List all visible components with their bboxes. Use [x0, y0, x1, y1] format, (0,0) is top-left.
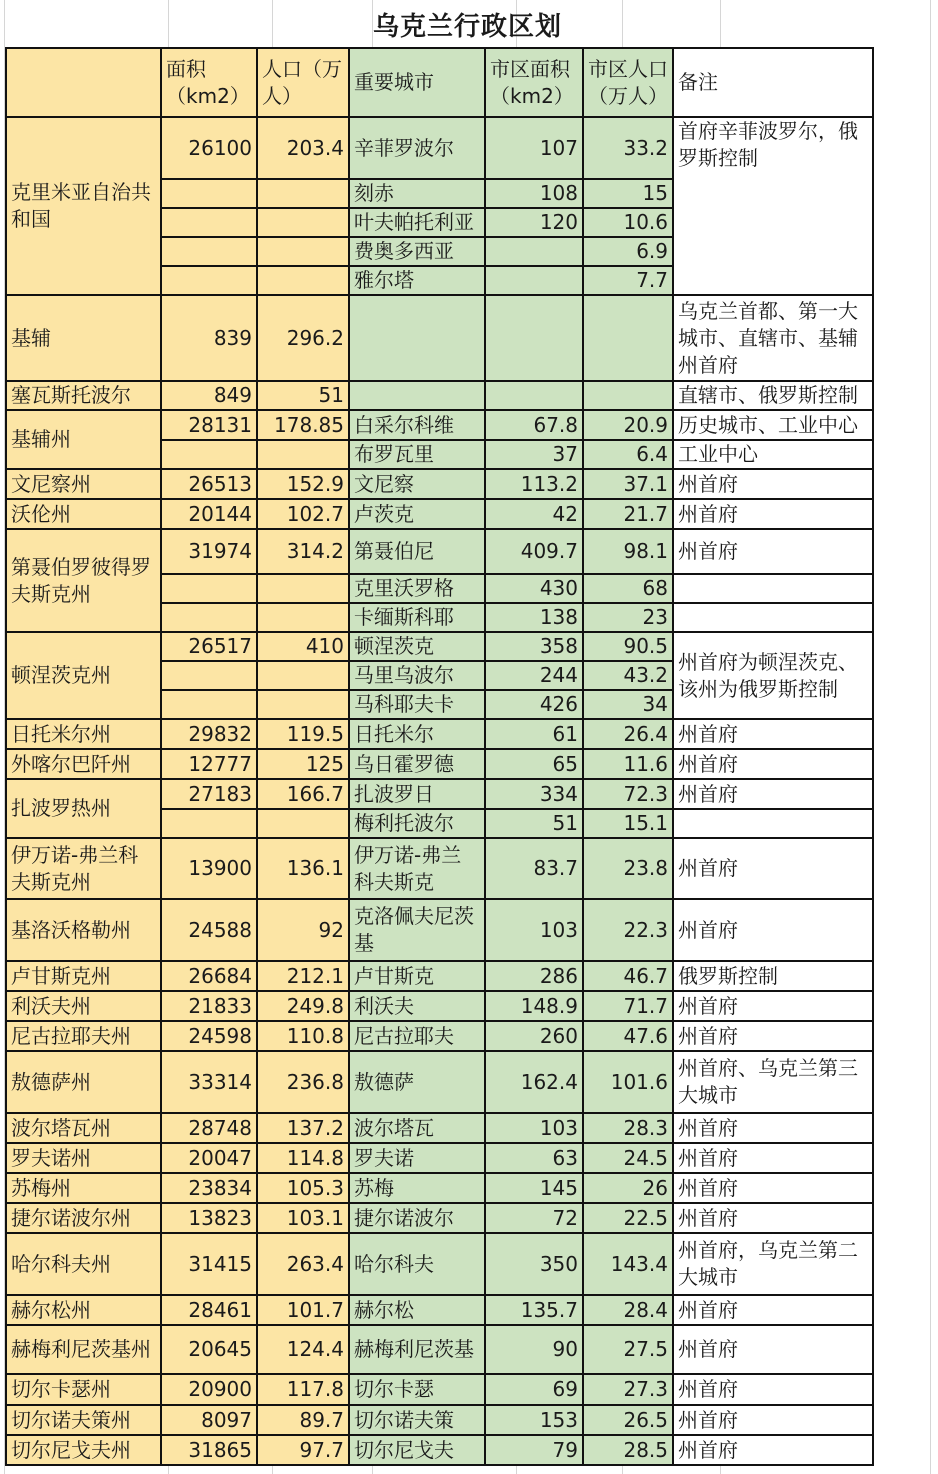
city-population-cell[interactable]: 43.2 [583, 661, 673, 690]
region-population-cell[interactable]: 236.8 [257, 1051, 349, 1113]
city-name-cell[interactable] [349, 295, 485, 381]
region-area-cell[interactable]: 33314 [161, 1051, 257, 1113]
region-area-cell[interactable] [161, 574, 257, 603]
city-area-cell[interactable]: 83.7 [485, 838, 583, 899]
header-region[interactable] [6, 48, 161, 117]
city-population-cell[interactable]: 98.1 [583, 529, 673, 574]
note-cell[interactable]: 州首府 [673, 991, 873, 1021]
region-population-cell[interactable]: 124.4 [257, 1325, 349, 1374]
region-area-cell[interactable]: 12777 [161, 749, 257, 779]
header-population[interactable]: 人口（万人） [257, 48, 349, 117]
region-population-cell[interactable]: 125 [257, 749, 349, 779]
note-cell[interactable]: 州首府 [673, 1374, 873, 1405]
region-name-cell[interactable]: 卢甘斯克州 [6, 961, 161, 991]
city-name-cell[interactable]: 克洛佩夫尼茨基 [349, 899, 485, 961]
city-population-cell[interactable]: 68 [583, 574, 673, 603]
city-population-cell[interactable]: 21.7 [583, 499, 673, 529]
city-area-cell[interactable] [485, 237, 583, 266]
city-area-cell[interactable] [485, 381, 583, 410]
grid-line [930, 0, 931, 1474]
table-row [6, 499, 873, 529]
city-area-cell[interactable]: 430 [485, 574, 583, 603]
region-population-cell[interactable]: 314.2 [257, 529, 349, 574]
city-population-cell[interactable]: 10.6 [583, 208, 673, 237]
city-name-cell[interactable]: 刻赤 [349, 179, 485, 208]
region-name-cell[interactable]: 波尔塔瓦州 [6, 1113, 161, 1143]
city-population-cell[interactable]: 23.8 [583, 838, 673, 899]
note-cell[interactable]: 州首府 [673, 1325, 873, 1374]
region-name-cell[interactable]: 赫梅利尼茨基州 [6, 1325, 161, 1374]
region-name-cell[interactable]: 外喀尔巴阡州 [6, 749, 161, 779]
city-population-cell[interactable]: 143.4 [583, 1233, 673, 1295]
region-name-cell[interactable]: 文尼察州 [6, 469, 161, 499]
note-cell[interactable]: 州首府 [673, 779, 873, 809]
region-area-cell[interactable]: 28461 [161, 1295, 257, 1325]
table-row [6, 1203, 873, 1233]
city-name-cell[interactable]: 尼古拉耶夫 [349, 1021, 485, 1051]
region-area-cell[interactable]: 20047 [161, 1143, 257, 1173]
city-name-cell[interactable]: 捷尔诺波尔 [349, 1203, 485, 1233]
header-city-area[interactable]: 市区面积（km2） [485, 48, 583, 117]
city-area-cell[interactable]: 108 [485, 179, 583, 208]
region-name-cell[interactable]: 日托米尔州 [6, 719, 161, 749]
city-population-cell[interactable]: 46.7 [583, 961, 673, 991]
region-population-cell[interactable]: 119.5 [257, 719, 349, 749]
region-area-cell[interactable]: 24588 [161, 899, 257, 961]
city-area-cell[interactable]: 334 [485, 779, 583, 809]
note-cell[interactable]: 州首府 [673, 1203, 873, 1233]
city-population-cell[interactable]: 7.7 [583, 266, 673, 295]
region-area-cell[interactable]: 24598 [161, 1021, 257, 1051]
city-area-cell[interactable]: 135.7 [485, 1295, 583, 1325]
city-name-cell[interactable]: 第聂伯尼 [349, 529, 485, 574]
city-population-cell[interactable]: 26 [583, 1173, 673, 1203]
region-population-cell[interactable]: 102.7 [257, 499, 349, 529]
region-area-cell[interactable]: 13823 [161, 1203, 257, 1233]
city-name-cell[interactable]: 卡缅斯科耶 [349, 603, 485, 632]
region-name-cell[interactable]: 伊万诺-弗兰科夫斯克州 [6, 838, 161, 899]
region-area-cell[interactable]: 28131 [161, 410, 257, 440]
note-cell[interactable]: 州首府 [673, 1113, 873, 1143]
note-cell[interactable]: 州首府、乌克兰第三大城市 [673, 1051, 873, 1113]
city-population-cell[interactable]: 26.5 [583, 1405, 673, 1435]
region-population-cell[interactable] [257, 603, 349, 632]
table-row [6, 719, 873, 749]
city-name-cell[interactable]: 伊万诺-弗兰科夫斯克 [349, 838, 485, 899]
region-area-cell[interactable]: 31974 [161, 529, 257, 574]
city-population-cell[interactable]: 6.4 [583, 440, 673, 469]
table-row [6, 295, 873, 381]
city-area-cell[interactable]: 260 [485, 1021, 583, 1051]
region-name-cell[interactable]: 第聂伯罗彼得罗夫斯克州 [6, 529, 161, 632]
region-name-cell[interactable]: 利沃夫州 [6, 991, 161, 1021]
region-area-cell[interactable]: 13900 [161, 838, 257, 899]
note-cell[interactable]: 州首府 [673, 899, 873, 961]
city-name-cell[interactable]: 切尔卡瑟 [349, 1374, 485, 1405]
table-row [6, 991, 873, 1021]
city-area-cell[interactable]: 148.9 [485, 991, 583, 1021]
region-population-cell[interactable] [257, 574, 349, 603]
city-population-cell[interactable]: 15.1 [583, 809, 673, 838]
table-row [6, 1051, 873, 1113]
note-cell[interactable]: 州首府 [673, 1295, 873, 1325]
city-area-cell[interactable] [485, 266, 583, 295]
table-row [6, 899, 873, 961]
region-population-cell[interactable]: 137.2 [257, 1113, 349, 1143]
note-cell[interactable]: 州首府 [673, 529, 873, 574]
region-population-cell[interactable] [257, 440, 349, 469]
city-name-cell[interactable]: 卢茨克 [349, 499, 485, 529]
region-area-cell[interactable] [161, 690, 257, 719]
region-name-cell[interactable]: 基辅州 [6, 410, 161, 469]
region-name-cell[interactable]: 基辅 [6, 295, 161, 381]
table-row [6, 381, 873, 410]
region-population-cell[interactable] [257, 208, 349, 237]
table-row [6, 838, 873, 899]
header-city[interactable]: 重要城市 [349, 48, 485, 117]
city-population-cell[interactable]: 37.1 [583, 469, 673, 499]
city-name-cell[interactable]: 文尼察 [349, 469, 485, 499]
note-cell[interactable]: 乌克兰首都、第一大城市、直辖市、基辅州首府 [673, 295, 873, 381]
table-row [6, 529, 873, 574]
city-population-cell[interactable]: 28.4 [583, 1295, 673, 1325]
region-population-cell[interactable]: 105.3 [257, 1173, 349, 1203]
table-row [6, 1295, 873, 1325]
region-population-cell[interactable] [257, 809, 349, 838]
region-name-cell[interactable]: 顿涅茨克州 [6, 632, 161, 719]
city-population-cell[interactable]: 47.6 [583, 1021, 673, 1051]
region-area-cell[interactable]: 26517 [161, 632, 257, 661]
table-row [6, 1173, 873, 1203]
city-name-cell[interactable]: 罗夫诺 [349, 1143, 485, 1173]
note-cell[interactable] [673, 603, 873, 632]
city-name-cell[interactable]: 切尔尼戈夫 [349, 1435, 485, 1465]
city-population-cell[interactable]: 33.2 [583, 117, 673, 179]
table-row [6, 1233, 873, 1295]
region-area-cell[interactable] [161, 603, 257, 632]
region-area-cell[interactable]: 26100 [161, 117, 257, 179]
city-population-cell[interactable] [583, 381, 673, 410]
city-name-cell[interactable]: 利沃夫 [349, 991, 485, 1021]
city-area-cell[interactable] [485, 295, 583, 381]
city-name-cell[interactable]: 波尔塔瓦 [349, 1113, 485, 1143]
region-area-cell[interactable]: 21833 [161, 991, 257, 1021]
region-population-cell[interactable]: 97.7 [257, 1435, 349, 1465]
region-name-cell[interactable]: 切尔尼戈夫州 [6, 1435, 161, 1465]
note-cell[interactable]: 直辖市、俄罗斯控制 [673, 381, 873, 410]
region-name-cell[interactable]: 捷尔诺波尔州 [6, 1203, 161, 1233]
region-area-cell[interactable] [161, 661, 257, 690]
city-name-cell[interactable]: 布罗瓦里 [349, 440, 485, 469]
city-name-cell[interactable]: 马里乌波尔 [349, 661, 485, 690]
region-population-cell[interactable]: 101.7 [257, 1295, 349, 1325]
region-area-cell[interactable]: 31415 [161, 1233, 257, 1295]
note-cell[interactable]: 州首府 [673, 749, 873, 779]
city-name-cell[interactable]: 卢甘斯克 [349, 961, 485, 991]
city-population-cell[interactable]: 90.5 [583, 632, 673, 661]
city-area-cell[interactable]: 350 [485, 1233, 583, 1295]
note-cell[interactable] [673, 809, 873, 838]
note-cell[interactable]: 州首府 [673, 838, 873, 899]
city-population-cell[interactable]: 27.3 [583, 1374, 673, 1405]
header-row [6, 48, 873, 117]
city-area-cell[interactable]: 69 [485, 1374, 583, 1405]
region-population-cell[interactable] [257, 179, 349, 208]
sheet-title: 乌克兰行政区划 [372, 11, 562, 42]
region-name-cell[interactable]: 苏梅州 [6, 1173, 161, 1203]
region-population-cell[interactable] [257, 661, 349, 690]
city-area-cell[interactable]: 409.7 [485, 529, 583, 574]
table-row [6, 117, 873, 179]
region-area-cell[interactable] [161, 266, 257, 295]
city-area-cell[interactable]: 103 [485, 1113, 583, 1143]
table-row [6, 1374, 873, 1405]
city-area-cell[interactable]: 153 [485, 1405, 583, 1435]
region-name-cell[interactable]: 罗夫诺州 [6, 1143, 161, 1173]
note-cell[interactable]: 州首府 [673, 1173, 873, 1203]
table-row [6, 1021, 873, 1051]
city-area-cell[interactable]: 138 [485, 603, 583, 632]
region-population-cell[interactable]: 203.4 [257, 117, 349, 179]
city-population-cell[interactable]: 15 [583, 179, 673, 208]
city-area-cell[interactable]: 244 [485, 661, 583, 690]
table-row [6, 749, 873, 779]
city-population-cell[interactable] [583, 295, 673, 381]
city-name-cell[interactable]: 克里沃罗格 [349, 574, 485, 603]
region-area-cell[interactable]: 28748 [161, 1113, 257, 1143]
region-area-cell[interactable]: 26684 [161, 961, 257, 991]
city-population-cell[interactable]: 28.3 [583, 1113, 673, 1143]
region-area-cell[interactable]: 27183 [161, 779, 257, 809]
city-name-cell[interactable]: 马科耶夫卡 [349, 690, 485, 719]
region-population-cell[interactable]: 212.1 [257, 961, 349, 991]
city-area-cell[interactable]: 286 [485, 961, 583, 991]
city-area-cell[interactable]: 113.2 [485, 469, 583, 499]
city-name-cell[interactable]: 切尔诺夫策 [349, 1405, 485, 1435]
city-name-cell[interactable]: 敖德萨 [349, 1051, 485, 1113]
region-name-cell[interactable]: 基洛沃格勒州 [6, 899, 161, 961]
region-population-cell[interactable]: 296.2 [257, 295, 349, 381]
region-name-cell[interactable]: 哈尔科夫州 [6, 1233, 161, 1295]
table-row [6, 632, 873, 661]
region-population-cell[interactable]: 110.8 [257, 1021, 349, 1051]
region-name-cell[interactable]: 尼古拉耶夫州 [6, 1021, 161, 1051]
city-name-cell[interactable]: 白采尔科维 [349, 410, 485, 440]
city-area-cell[interactable]: 79 [485, 1435, 583, 1465]
region-area-cell[interactable]: 23834 [161, 1173, 257, 1203]
city-population-cell[interactable]: 101.6 [583, 1051, 673, 1113]
city-name-cell[interactable]: 赫尔松 [349, 1295, 485, 1325]
city-name-cell[interactable]: 辛菲罗波尔 [349, 117, 485, 179]
region-area-cell[interactable] [161, 809, 257, 838]
city-population-cell[interactable]: 23 [583, 603, 673, 632]
table-row [6, 779, 873, 809]
city-name-cell[interactable]: 哈尔科夫 [349, 1233, 485, 1295]
table-row [6, 1325, 873, 1374]
note-cell[interactable] [673, 574, 873, 603]
note-cell[interactable]: 州首府为顿涅茨克、该州为俄罗斯控制 [673, 632, 873, 719]
city-population-cell[interactable]: 22.5 [583, 1203, 673, 1233]
city-area-cell[interactable]: 90 [485, 1325, 583, 1374]
city-area-cell[interactable]: 67.8 [485, 410, 583, 440]
region-population-cell[interactable]: 263.4 [257, 1233, 349, 1295]
region-population-cell[interactable]: 114.8 [257, 1143, 349, 1173]
region-population-cell[interactable]: 136.1 [257, 838, 349, 899]
city-population-cell[interactable]: 72.3 [583, 779, 673, 809]
region-area-cell[interactable]: 849 [161, 381, 257, 410]
city-area-cell[interactable]: 120 [485, 208, 583, 237]
city-name-cell[interactable]: 赫梅利尼茨基 [349, 1325, 485, 1374]
city-population-cell[interactable]: 20.9 [583, 410, 673, 440]
city-name-cell[interactable]: 雅尔塔 [349, 266, 485, 295]
city-area-cell[interactable]: 63 [485, 1143, 583, 1173]
note-cell[interactable]: 历史城市、工业中心 [673, 410, 873, 440]
region-name-cell[interactable]: 敖德萨州 [6, 1051, 161, 1113]
note-cell[interactable]: 工业中心 [673, 440, 873, 469]
note-cell[interactable]: 俄罗斯控制 [673, 961, 873, 991]
region-population-cell[interactable]: 51 [257, 381, 349, 410]
table-row [6, 469, 873, 499]
region-population-cell[interactable] [257, 690, 349, 719]
region-population-cell[interactable]: 92 [257, 899, 349, 961]
region-area-cell[interactable]: 26513 [161, 469, 257, 499]
city-population-cell[interactable]: 34 [583, 690, 673, 719]
region-name-cell[interactable]: 切尔卡瑟州 [6, 1374, 161, 1405]
city-area-cell[interactable]: 103 [485, 899, 583, 961]
note-cell[interactable]: 州首府 [673, 1435, 873, 1465]
city-population-cell[interactable]: 28.5 [583, 1435, 673, 1465]
region-population-cell[interactable]: 166.7 [257, 779, 349, 809]
city-population-cell[interactable]: 26.4 [583, 719, 673, 749]
note-cell[interactable]: 州首府 [673, 1405, 873, 1435]
city-area-cell[interactable]: 358 [485, 632, 583, 661]
region-population-cell[interactable] [257, 237, 349, 266]
region-name-cell[interactable]: 扎波罗热州 [6, 779, 161, 838]
header-city-population[interactable]: 市区人口（万人） [583, 48, 673, 117]
region-population-cell[interactable]: 410 [257, 632, 349, 661]
city-name-cell[interactable]: 顿涅茨克 [349, 632, 485, 661]
region-area-cell[interactable]: 8097 [161, 1405, 257, 1435]
city-area-cell[interactable]: 42 [485, 499, 583, 529]
region-name-cell[interactable]: 沃伦州 [6, 499, 161, 529]
region-population-cell[interactable]: 117.8 [257, 1374, 349, 1405]
city-population-cell[interactable]: 27.5 [583, 1325, 673, 1374]
note-cell[interactable]: 州首府 [673, 1143, 873, 1173]
city-name-cell[interactable]: 叶夫帕托利亚 [349, 208, 485, 237]
city-area-cell[interactable]: 51 [485, 809, 583, 838]
region-name-cell[interactable]: 切尔诺夫策州 [6, 1405, 161, 1435]
region-area-cell[interactable] [161, 208, 257, 237]
region-population-cell[interactable]: 178.85 [257, 410, 349, 440]
note-cell[interactable]: 州首府 [673, 499, 873, 529]
note-cell[interactable]: 首府辛菲波罗尔，俄罗斯控制 [673, 117, 873, 295]
region-population-cell[interactable]: 103.1 [257, 1203, 349, 1233]
city-name-cell[interactable]: 扎波罗日 [349, 779, 485, 809]
table-row [6, 961, 873, 991]
region-area-cell[interactable] [161, 179, 257, 208]
table-row [6, 1405, 873, 1435]
city-name-cell[interactable]: 费奥多西亚 [349, 237, 485, 266]
region-area-cell[interactable]: 20645 [161, 1325, 257, 1374]
header-note[interactable]: 备注 [673, 48, 873, 117]
region-population-cell[interactable]: 249.8 [257, 991, 349, 1021]
division-table [5, 47, 874, 1466]
city-area-cell[interactable]: 145 [485, 1173, 583, 1203]
city-area-cell[interactable]: 162.4 [485, 1051, 583, 1113]
note-cell[interactable]: 州首府 [673, 1021, 873, 1051]
region-area-cell[interactable]: 29832 [161, 719, 257, 749]
note-cell[interactable]: 州首府 [673, 719, 873, 749]
region-area-cell[interactable]: 20144 [161, 499, 257, 529]
table-row [6, 1435, 873, 1465]
table-row [6, 410, 873, 440]
region-population-cell[interactable]: 152.9 [257, 469, 349, 499]
table-row [6, 1143, 873, 1173]
note-cell[interactable]: 州首府，乌克兰第二大城市 [673, 1233, 873, 1295]
city-area-cell[interactable]: 426 [485, 690, 583, 719]
region-area-cell[interactable] [161, 237, 257, 266]
region-name-cell[interactable]: 克里米亚自治共和国 [6, 117, 161, 295]
region-population-cell[interactable] [257, 266, 349, 295]
region-area-cell[interactable]: 31865 [161, 1435, 257, 1465]
header-area[interactable]: 面积（km2） [161, 48, 257, 117]
region-area-cell[interactable]: 839 [161, 295, 257, 381]
city-name-cell[interactable]: 乌日霍罗德 [349, 749, 485, 779]
region-population-cell[interactable]: 89.7 [257, 1405, 349, 1435]
city-population-cell[interactable]: 6.9 [583, 237, 673, 266]
city-area-cell[interactable]: 107 [485, 117, 583, 179]
region-area-cell[interactable] [161, 440, 257, 469]
region-name-cell[interactable]: 赫尔松州 [6, 1295, 161, 1325]
city-name-cell[interactable]: 梅利托波尔 [349, 809, 485, 838]
city-area-cell[interactable]: 37 [485, 440, 583, 469]
city-name-cell[interactable] [349, 381, 485, 410]
city-name-cell[interactable]: 日托米尔 [349, 719, 485, 749]
city-population-cell[interactable]: 22.3 [583, 899, 673, 961]
note-cell[interactable]: 州首府 [673, 469, 873, 499]
region-area-cell[interactable]: 20900 [161, 1374, 257, 1405]
city-area-cell[interactable]: 61 [485, 719, 583, 749]
city-name-cell[interactable]: 苏梅 [349, 1173, 485, 1203]
city-population-cell[interactable]: 24.5 [583, 1143, 673, 1173]
city-area-cell[interactable]: 65 [485, 749, 583, 779]
region-name-cell[interactable]: 塞瓦斯托波尔 [6, 381, 161, 410]
city-area-cell[interactable]: 72 [485, 1203, 583, 1233]
city-population-cell[interactable]: 11.6 [583, 749, 673, 779]
table-row [6, 1113, 873, 1143]
city-population-cell[interactable]: 71.7 [583, 991, 673, 1021]
